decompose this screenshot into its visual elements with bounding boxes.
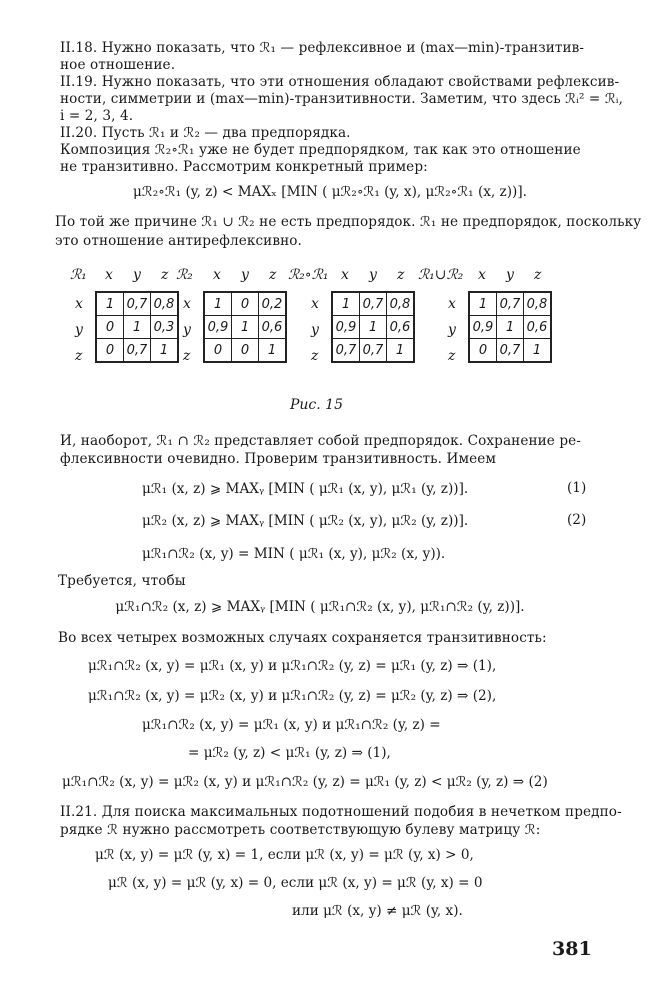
matrix-row-header: z <box>183 348 191 364</box>
matrix-cell: 0 <box>96 339 124 363</box>
matrix-row-header: x <box>75 296 83 312</box>
text-line: Требуется, чтобы <box>58 573 186 589</box>
matrix-label: ℛ₁ <box>70 267 87 283</box>
matrix-column-header: x <box>341 267 349 283</box>
matrix-row-header: y <box>311 322 319 338</box>
matrix-cell: 0,6 <box>259 316 287 339</box>
matrix-cell: 0,8 <box>151 292 179 316</box>
relation-matrix <box>203 291 287 363</box>
matrix-label: ℛ₁∪ℛ₂ <box>418 267 464 283</box>
matrix-cell: 0,9 <box>204 316 232 339</box>
matrix-column-header: z <box>161 267 169 283</box>
matrix-cell: 0 <box>96 316 124 339</box>
matrix-column-header: y <box>369 267 377 283</box>
matrix-row-header: y <box>448 322 456 338</box>
equation: μℛ₂∘ℛ₁ (y, z) < MAXₓ [MIN ( μℛ₂∘ℛ₁ (y, x), μℛ₂∘ℛ₁ (x, z))]. <box>133 184 527 200</box>
equation-3: μℛ₁∩ℛ₂ (x, y) = MIN ( μℛ₁ (x, y), μℛ₂ (x, y)). <box>142 546 446 562</box>
matrix-cell: 1 <box>524 339 552 363</box>
text-line: рядке ℛ нужно рассмотреть соответствующую булеву матрицу ℛ: <box>60 822 541 838</box>
matrix-cell: 0,7 <box>332 339 360 363</box>
matrix-column-header: y <box>241 267 249 283</box>
matrix-column-header: z <box>269 267 277 283</box>
matrix-cell: 1 <box>387 339 415 363</box>
text-line: II.18. Нужно показать, что ℛ₁ — рефлексивное и (max—min)-транзитив- <box>60 40 585 56</box>
matrix-cell: 0,9 <box>469 316 497 339</box>
matrix-row-header: z <box>311 348 319 364</box>
matrix-row-header: x <box>183 296 191 312</box>
matrix-cell: 0 <box>232 292 259 316</box>
matrix-cell: 0,7 <box>124 292 151 316</box>
relation-matrix <box>468 291 552 363</box>
matrix-row-header: y <box>183 322 191 338</box>
matrix-cell: 1 <box>151 339 179 363</box>
matrix-column-header: y <box>506 267 514 283</box>
matrix-cell: 1 <box>497 316 524 339</box>
figure-caption: Рис. 15 <box>290 397 343 413</box>
text-line: ности, симметрии и (max—min)-транзитивности. Заметим, что здесь ℛᵢ² = ℛᵢ, <box>60 91 624 107</box>
matrix-column-header: x <box>105 267 113 283</box>
text-line: флексивности очевидно. Проверим транзитивность. Имеем <box>60 451 497 467</box>
matrix-cell: 1 <box>232 316 259 339</box>
text-line: II.20. Пусть ℛ₁ и ℛ₂ — два предпорядка. <box>60 125 351 141</box>
text-line: По той же причине ℛ₁ ∪ ℛ₂ не есть предпорядок. ℛ₁ не предпорядок, поскольку <box>55 214 642 230</box>
matrix-cell: 0,2 <box>259 292 287 316</box>
matrix-cell: 1 <box>360 316 387 339</box>
text-line: II.21. Для поиска максимальных подотношений подобия в нечетком предпо- <box>60 804 622 820</box>
equation-number: (2) <box>567 512 587 528</box>
matrix-cell: 0,7 <box>497 292 524 316</box>
case-line: μℛ₁∩ℛ₂ (x, y) = μℛ₂ (x, y) и μℛ₁∩ℛ₂ (y, z) = μℛ₁ (y, z) < μℛ₂ (y, z) ⇒ (2) <box>62 774 548 790</box>
matrix-cell: 0,9 <box>332 316 360 339</box>
matrix-cell: 0,7 <box>124 339 151 363</box>
matrix-cell: 1 <box>204 292 232 316</box>
matrix-cell: 0,6 <box>524 316 552 339</box>
matrix-row-header: x <box>448 296 456 312</box>
matrix-cell: 0,3 <box>151 316 179 339</box>
matrix-cell: 1 <box>332 292 360 316</box>
matrix-row-header: x <box>311 296 319 312</box>
matrix-row-header: z <box>448 348 456 364</box>
matrix-cell: 0,8 <box>524 292 552 316</box>
equation-require: μℛ₁∩ℛ₂ (x, z) ⩾ MAXᵧ [MIN ( μℛ₁∩ℛ₂ (x, y), μℛ₁∩ℛ₂ (y, z))]. <box>115 599 525 615</box>
matrix-row-header: z <box>75 348 83 364</box>
text-line: не транзитивно. Рассмотрим конкретный пример: <box>60 159 428 175</box>
case-line: μℛ₁∩ℛ₂ (x, y) = μℛ₁ (x, y) и μℛ₁∩ℛ₂ (y, z) = μℛ₁ (y, z) ⇒ (1), <box>88 658 497 674</box>
text-line: i = 2, 3, 4. <box>60 108 134 124</box>
text-line: ное отношение. <box>60 57 176 73</box>
matrix-cell: 0,6 <box>387 316 415 339</box>
text-line: Композиция ℛ₂∘ℛ₁ уже не будет предпорядком, так как это отношение <box>60 142 581 158</box>
equation-1: μℛ₁ (x, z) ⩾ MAXᵧ [MIN ( μℛ₁ (x, y), μℛ₁ (y, z))]. <box>142 481 469 497</box>
matrix-column-header: y <box>133 267 141 283</box>
matrix-column-header: x <box>478 267 486 283</box>
final-equation: или μℛ (x, y) ≠ μℛ (y, x). <box>292 903 463 919</box>
matrix-cell: 0,7 <box>497 339 524 363</box>
final-equation: μℛ (x, y) = μℛ (y, x) = 1, если μℛ (x, y) = μℛ (y, x) > 0, <box>95 847 474 863</box>
matrix-cell: 1 <box>96 292 124 316</box>
relation-matrix <box>331 291 415 363</box>
equation-2: μℛ₂ (x, z) ⩾ MAXᵧ [MIN ( μℛ₂ (x, y), μℛ₂ (y, z))]. <box>142 513 469 529</box>
equation-number: (1) <box>567 480 587 496</box>
final-equation: μℛ (x, y) = μℛ (y, x) = 0, если μℛ (x, y) = μℛ (y, x) = 0 <box>108 875 483 891</box>
text-line: Во всех четырех возможных случаях сохраняется транзитивность: <box>58 630 547 646</box>
matrix-cell: 0,7 <box>360 339 387 363</box>
matrix-cell: 0 <box>232 339 259 363</box>
matrix-cell: 1 <box>124 316 151 339</box>
case-line: μℛ₁∩ℛ₂ (x, y) = μℛ₂ (x, y) и μℛ₁∩ℛ₂ (y, z) = μℛ₂ (y, z) ⇒ (2), <box>88 688 497 704</box>
matrix-cell: 0 <box>469 339 497 363</box>
case-line: = μℛ₂ (y, z) < μℛ₁ (y, z) ⇒ (1), <box>188 745 391 761</box>
matrix-cell: 1 <box>259 339 287 363</box>
matrix-column-header: z <box>534 267 542 283</box>
matrix-cell: 0 <box>204 339 232 363</box>
matrix-column-header: z <box>397 267 405 283</box>
text-line: это отношение антирефлексивно. <box>55 233 302 249</box>
text-line: И, наоборот, ℛ₁ ∩ ℛ₂ представляет собой предпорядок. Сохранение ре- <box>60 433 581 449</box>
matrix-label: ℛ₂ <box>176 267 193 283</box>
matrix-label: ℛ₂∘ℛ₁ <box>288 267 329 283</box>
case-line: μℛ₁∩ℛ₂ (x, y) = μℛ₁ (x, y) и μℛ₁∩ℛ₂ (y, z) = <box>142 717 441 733</box>
matrix-row-header: y <box>75 322 83 338</box>
matrix-cell: 0,8 <box>387 292 415 316</box>
matrix-column-header: x <box>213 267 221 283</box>
text-line: II.19. Нужно показать, что эти отношения обладают свойствами рефлексив- <box>60 74 620 90</box>
page-number: 381 <box>552 938 592 960</box>
matrix-cell: 0,7 <box>360 292 387 316</box>
matrix-cell: 1 <box>469 292 497 316</box>
relation-matrix <box>95 291 179 363</box>
